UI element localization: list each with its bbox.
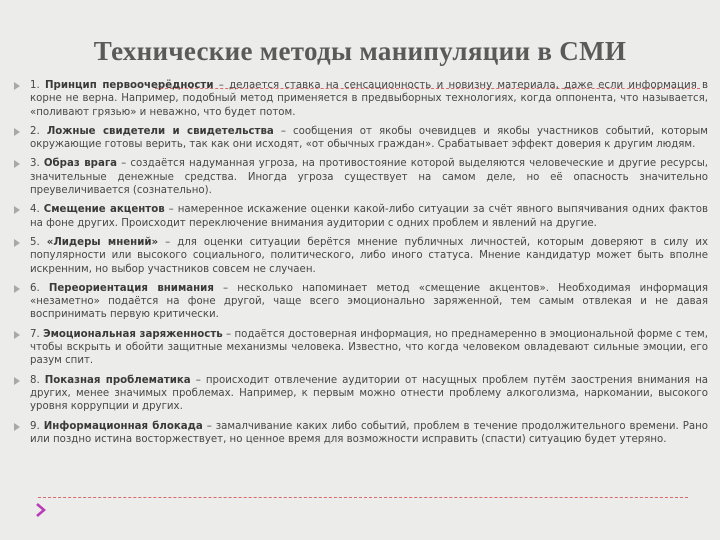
item-number: 1. <box>30 80 40 91</box>
list-item <box>14 203 708 230</box>
item-description: – подаётся достоверная информация, но преднамеренно в эмоциональной форме с тем, чтобы вскрыть и обойти защитные механизмы человека. Известно, что когда человеком овладевают сильные эмоции, его разум спит. <box>30 328 708 367</box>
item-text <box>30 203 708 230</box>
list-item <box>14 420 708 447</box>
item-text <box>30 420 708 447</box>
item-number: 2. <box>30 125 40 137</box>
item-text <box>30 374 708 414</box>
item-term: «Лидеры мнений» <box>46 236 159 248</box>
item-number: 5. <box>30 236 40 248</box>
item-term: Эмоциональная заряженность <box>43 328 223 340</box>
item-number: 6. <box>30 282 40 294</box>
item-term: Принцип первоочерёдности <box>45 80 214 91</box>
item-text <box>30 157 708 197</box>
item-description: – происходит отвлечение аудитории от насущных проблем путём заострения внимания на других, менее значимых проблемах. Например, к первым можно отнести проблему алкоголизма, наркомании, высокого уровня коррупции и других. <box>30 374 708 413</box>
bullet-arrow-icon <box>14 331 20 339</box>
list-item <box>14 125 708 152</box>
list-item <box>14 157 708 197</box>
item-term: Смещение акцентов <box>43 204 165 216</box>
item-description: – замалчивание каких либо событий, проблем в течение продолжительного времени. Рано или поздно истина восторжествует, но ценное время для возможности исправить (спасти) ситуацию будет утеряно. <box>30 420 708 445</box>
item-description: – делается ставка на сенсационность и новизну материала, даже если информация в корне не верна. Например, подобный метод применяется в предвыборных технологиях, когда оппонента, что называется, «поливают грязью» и неважно, что будет потом. <box>30 80 708 118</box>
item-text <box>30 282 708 322</box>
item-text <box>30 328 708 368</box>
list-item <box>14 282 708 322</box>
bottom-dashed-divider <box>38 497 688 498</box>
item-number: 4. <box>30 204 40 216</box>
item-text <box>30 125 708 152</box>
item-text <box>30 236 708 276</box>
item-description: – сообщения от якобы очевидцев и якобы участников событий, которым окружающие готовы верить, так как они исходят, «от обычных граждан». Срабатывает эффект доверия к другим людям. <box>30 125 708 151</box>
item-description: – создаётся надуманная угроза, на противостояние которой выделяются человеческие и другие ресурсы, значительные денежные средства. Иногда угроза существует на самом деле, но её опасность значительно преувеличивается (сознательно). <box>30 158 708 197</box>
list-item <box>14 328 708 368</box>
bullet-arrow-icon <box>14 423 20 431</box>
item-term: Ложные свидетели и свидетельства <box>46 125 274 137</box>
methods-list <box>14 79 708 452</box>
bullet-arrow-icon <box>14 206 20 214</box>
bullet-arrow-icon <box>14 239 20 247</box>
item-number: 8. <box>30 374 40 386</box>
list-item <box>14 236 708 276</box>
item-term: Образ врага <box>43 158 118 170</box>
list-item <box>14 79 708 119</box>
item-term: Показная проблематика <box>44 374 191 386</box>
item-description: – для оценки ситуации берётся мнение публичных личностей, которым доверяют в силу их популярности или высокого социального, политического, либо иного статуса. Мнение кандидатур может быть вполне искренним, но выбор участников совсем не случаен. <box>30 236 708 275</box>
slide-title: Технические методы манипуляции в СМИ <box>93 36 627 66</box>
list-item <box>14 374 708 414</box>
bullet-arrow-icon <box>14 377 20 385</box>
item-term: Переориентация внимания <box>48 282 214 294</box>
item-number: 3. <box>30 158 40 170</box>
chevron-right-icon <box>35 502 47 518</box>
bullet-arrow-icon <box>14 128 20 136</box>
item-term: Информационная блокада <box>43 420 203 432</box>
item-number: 7. <box>30 328 40 340</box>
item-description: – несколько напоминает метод «смещение акцентов». Необходимая информация «незаметно» подаётся на фоне другой, чаще всего эмоционально заряженной, тем самым отвлекая и не давая воспринимать первую критически. <box>30 282 708 321</box>
item-text <box>30 79 708 119</box>
bullet-arrow-icon <box>14 82 20 90</box>
item-description: – намеренное искажение оценки какой-либо ситуации за счёт явного выпячивания одних фактов на фоне других. Происходит переключение внимания аудитории с одних проблем и явлений на другие. <box>30 204 708 229</box>
bullet-arrow-icon <box>14 285 20 293</box>
item-number: 9. <box>30 420 40 432</box>
bullet-arrow-icon <box>14 160 20 168</box>
